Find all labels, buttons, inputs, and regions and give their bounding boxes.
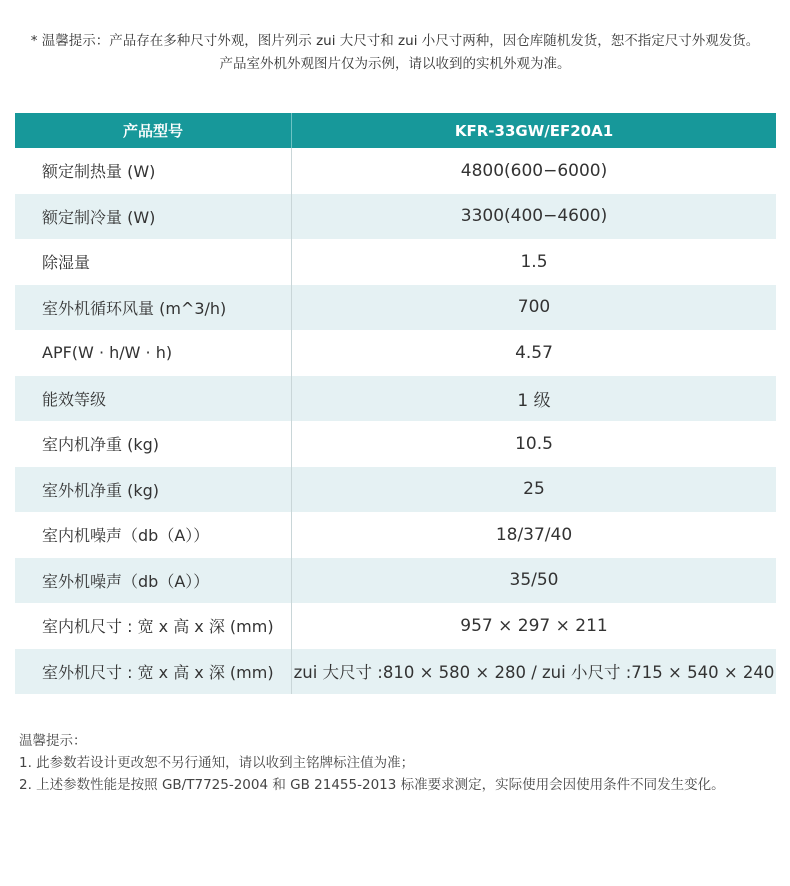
- size-notice-line-1: * 温馨提示：产品存在多种尺寸外观，图片列示 zui 大尺寸和 zui 小尺寸两种，因仓库随机发货，恕不指定尺寸外观发货。: [30, 33, 760, 49]
- row-label: APF(W · h/W · h): [15, 330, 292, 376]
- row-label: 室外机噪声（db（A））: [15, 558, 292, 604]
- table-row: [15, 421, 776, 467]
- size-notice: [0, 30, 790, 76]
- size-notice-line-2: 产品室外机外观图片仅为示例，请以收到的实机外观为准。: [219, 56, 571, 72]
- row-label: 除湿量: [15, 239, 292, 285]
- row-value: 700: [517, 297, 551, 318]
- spec-table: [15, 113, 776, 694]
- row-label: 室内机噪声（db（A））: [15, 512, 292, 558]
- row-value: zui 大尺寸 :810 × 580 × 280 / zui 小尺寸 :715 × 540 × 240: [293, 663, 775, 683]
- table-row: [15, 649, 776, 695]
- row-label: 室外机尺寸 : 宽 x 高 x 深 (mm): [15, 649, 292, 695]
- table-row: [15, 330, 776, 376]
- header-label: 产品型号: [15, 113, 292, 148]
- tips-section: [19, 730, 725, 796]
- row-value: 25: [523, 479, 545, 500]
- table-row: [15, 239, 776, 285]
- row-value: 4.57: [515, 342, 553, 363]
- row-value: 1 级: [517, 390, 551, 411]
- table-row: [15, 558, 776, 604]
- row-label: 室内机尺寸 : 宽 x 高 x 深 (mm): [15, 603, 292, 649]
- table-row: [15, 194, 776, 240]
- row-label: 额定制冷量 (W): [15, 194, 292, 240]
- table-row: [15, 467, 776, 513]
- row-value: 4800(600−6000): [460, 160, 608, 181]
- row-label: 额定制热量 (W): [15, 148, 292, 194]
- table-row: [15, 148, 776, 194]
- table-row: [15, 512, 776, 558]
- header-model: KFR-33GW/EF20A1: [454, 121, 614, 140]
- row-label: 室外机循环风量 (m^3/h): [15, 285, 292, 331]
- row-label: 室外机净重 (kg): [15, 467, 292, 513]
- tips-item: 2. 上述参数性能是按照 GB/T7725-2004 和 GB 21455-2013 标准要求测定，实际使用会因使用条件不同发生变化。: [19, 777, 725, 793]
- row-value: 1.5: [520, 251, 548, 272]
- row-label: 室内机净重 (kg): [15, 421, 292, 467]
- tips-item: 1. 此参数若设计更改恕不另行通知，请以收到主铭牌标注值为准；: [19, 755, 415, 771]
- table-header-row: [15, 113, 776, 148]
- table-row: [15, 376, 776, 422]
- row-value: 957 × 297 × 211: [460, 615, 608, 636]
- row-value: 35/50: [509, 570, 559, 591]
- table-row: [15, 285, 776, 331]
- tips-title: 温馨提示：: [19, 733, 87, 749]
- table-row: [15, 603, 776, 649]
- row-value: 18/37/40: [495, 524, 573, 545]
- row-value: 10.5: [515, 433, 553, 454]
- row-label: 能效等级: [15, 376, 292, 422]
- row-value: 3300(400−4600): [460, 206, 608, 227]
